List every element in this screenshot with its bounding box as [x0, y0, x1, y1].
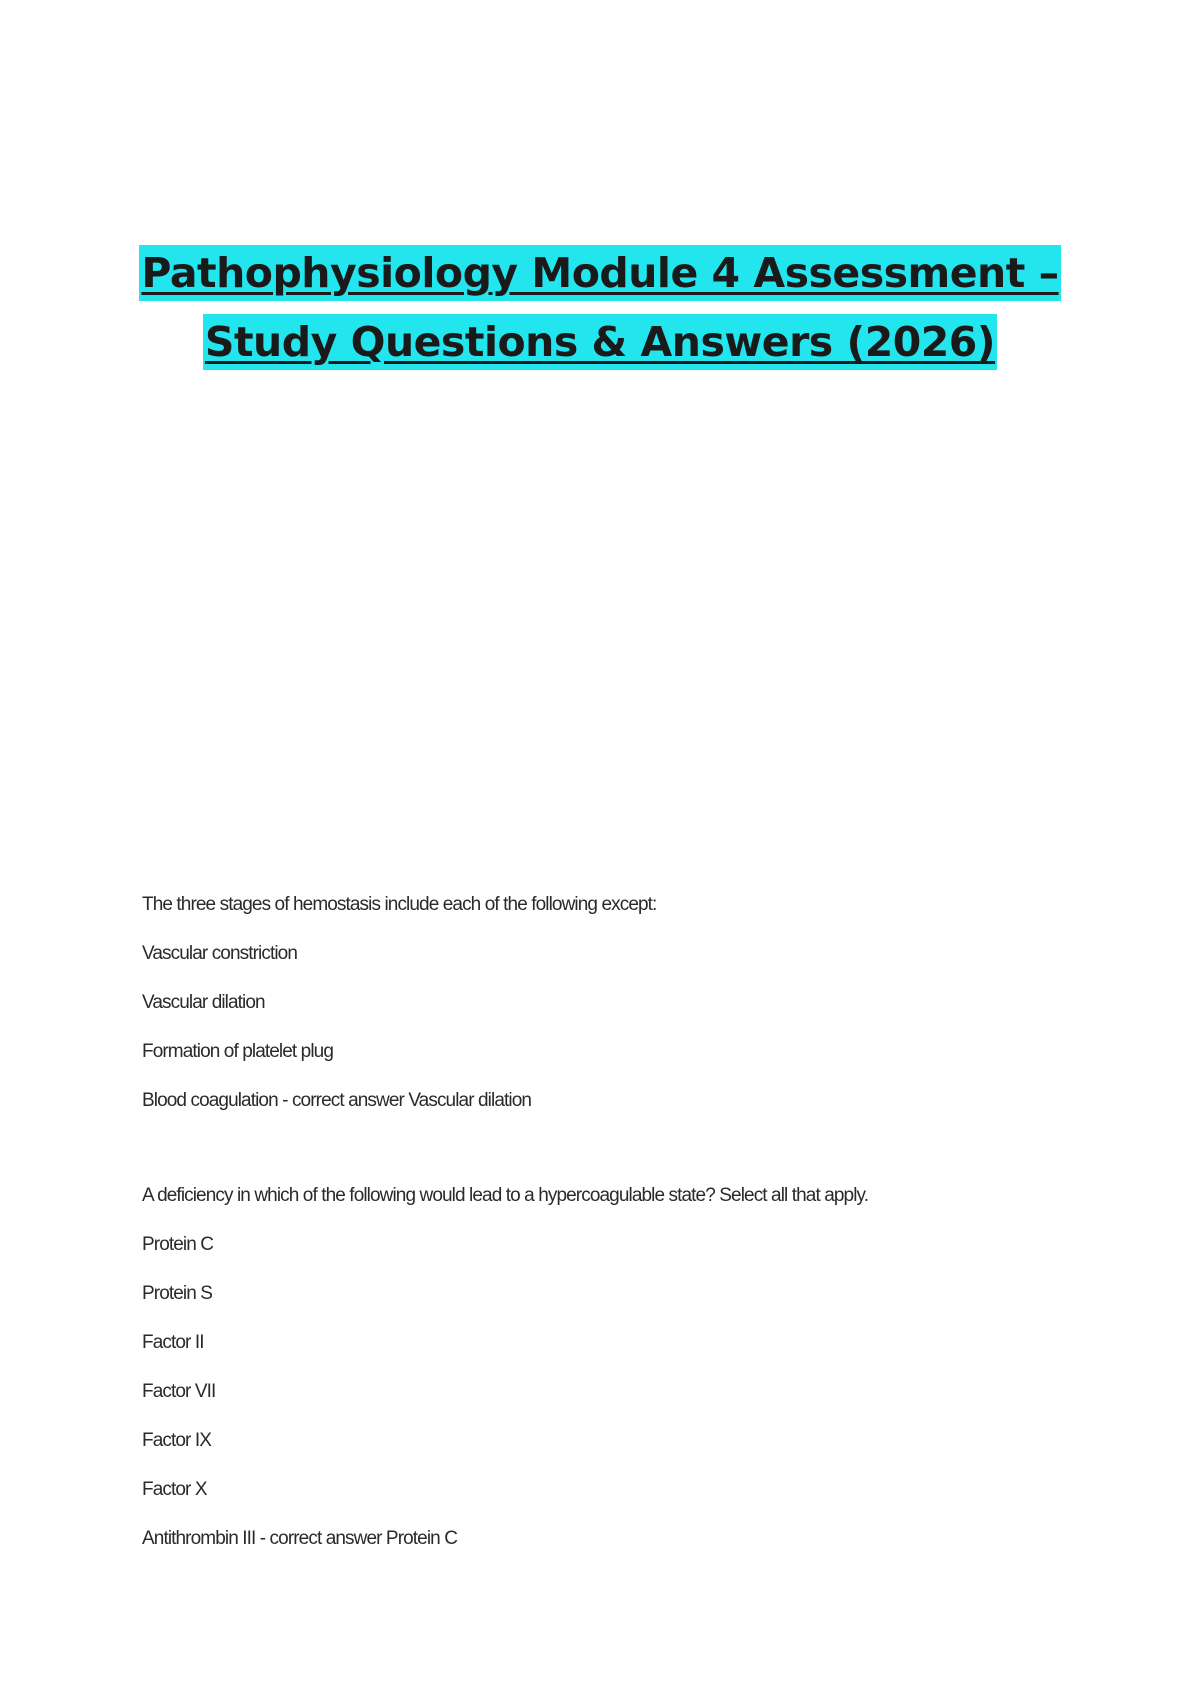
question-prompt: A deficiency in which of the following would lead to a hypercoagulable state? Select all that apply.	[142, 1185, 869, 1206]
answer-option: Vascular constriction	[142, 943, 297, 964]
answer-option-with-correct-answer: Blood coagulation - correct answer Vascular dilation	[142, 1090, 532, 1111]
answer-option: Vascular dilation	[142, 992, 265, 1013]
question-block-2	[142, 1184, 1142, 1576]
document-title	[0, 245, 1200, 370]
title-line-1: Pathophysiology Module 4 Assessment –	[139, 245, 1060, 301]
question-prompt: The three stages of hemostasis include each of the following except:	[142, 894, 657, 915]
question-block-1	[142, 893, 1142, 1138]
answer-option: Factor VII	[142, 1381, 216, 1402]
answer-option: Factor X	[142, 1479, 207, 1500]
answer-option: Factor II	[142, 1332, 204, 1353]
answer-option: Formation of platelet plug	[142, 1041, 333, 1062]
answer-option-with-correct-answer: Antithrombin III - correct answer Protein C	[142, 1528, 458, 1549]
answer-option: Protein C	[142, 1234, 214, 1255]
answer-option: Factor IX	[142, 1430, 211, 1451]
answer-option: Protein S	[142, 1283, 213, 1304]
title-line-2: Study Questions & Answers (2026)	[203, 314, 997, 370]
